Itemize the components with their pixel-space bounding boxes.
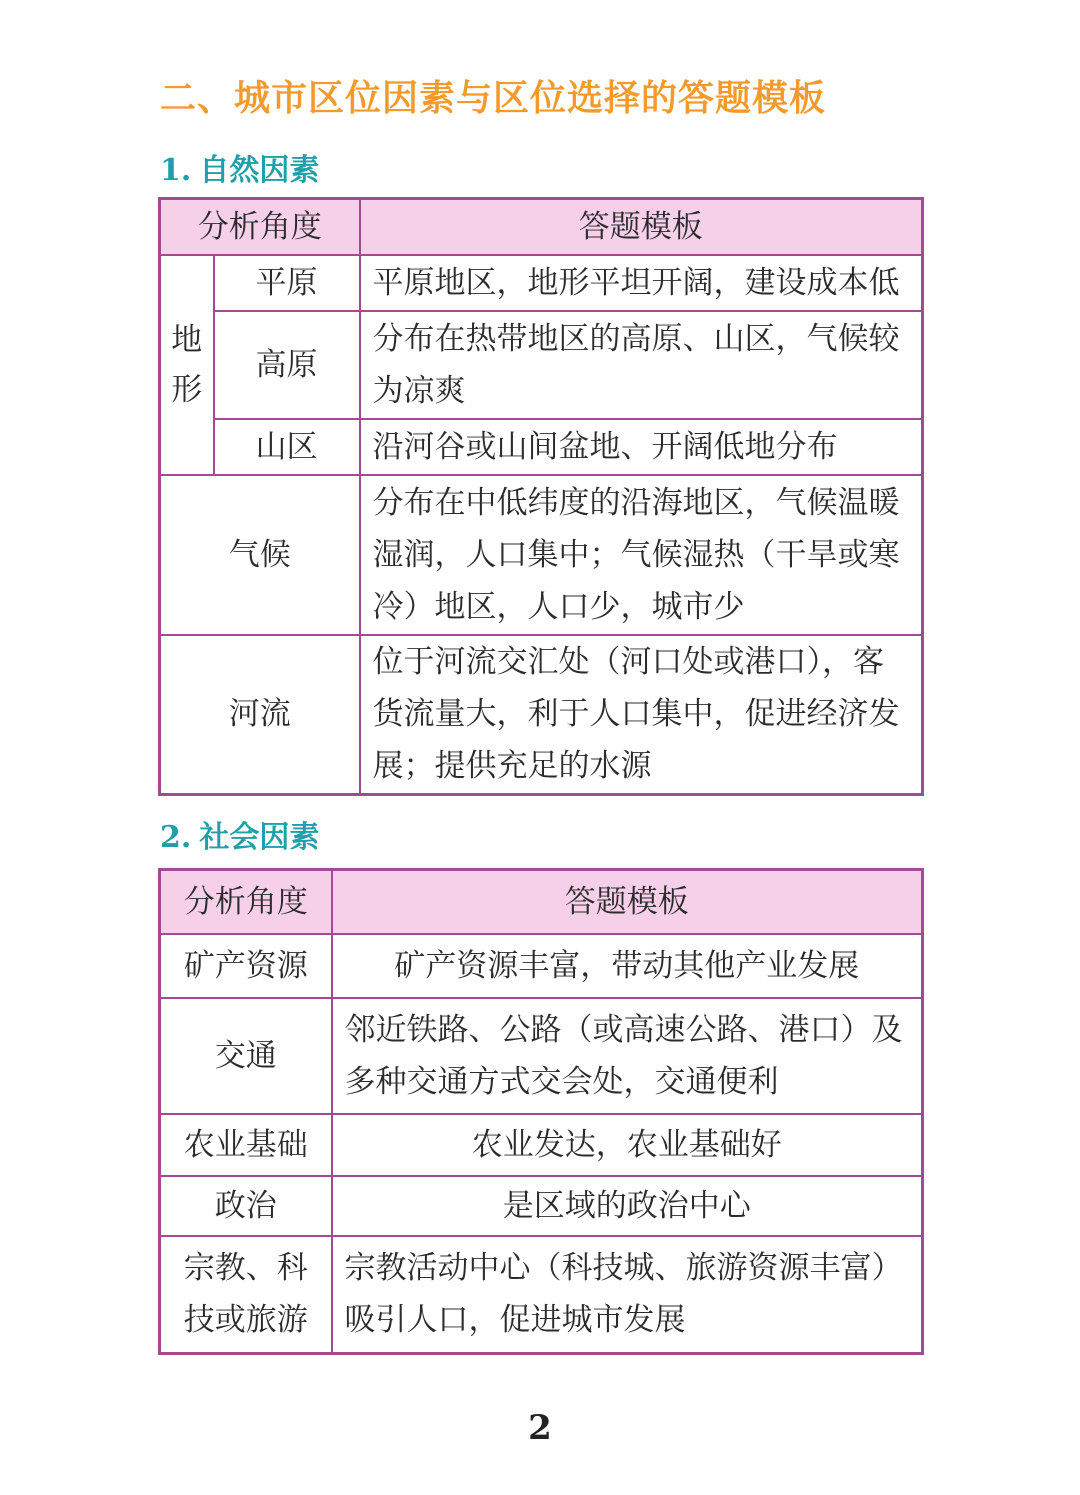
row-name: 河流 (160, 635, 360, 795)
table-row (160, 419, 923, 475)
section-label: 自然因素 (199, 153, 320, 188)
social-factors-table (158, 868, 924, 1355)
row-text: 沿河谷或山间盆地、开阔低地分布 (360, 419, 923, 475)
row-text: 位于河流交汇处（河口处或港口），客货流量大，利于人口集中，促进经济发展；提供充足的水源 (360, 635, 923, 795)
header-angle: 分析角度 (160, 870, 332, 934)
row-name: 山区 (214, 419, 360, 475)
section-number: 1. (160, 153, 192, 188)
row-name: 交通 (160, 998, 332, 1114)
table-header-row (160, 199, 923, 255)
header-angle: 分析角度 (160, 199, 360, 255)
row-name: 政治 (160, 1176, 332, 1236)
row-text: 是区域的政治中心 (332, 1176, 923, 1236)
table-row (160, 311, 923, 419)
table-header-row (160, 870, 923, 934)
section-title-social (160, 812, 319, 856)
header-template: 答题模板 (332, 870, 923, 934)
row-name: 农业基础 (160, 1114, 332, 1176)
table-row (160, 934, 923, 998)
row-text: 宗教活动中心（科技城、旅游资源丰富）吸引人口，促进城市发展 (332, 1236, 923, 1354)
row-name: 平原 (214, 255, 360, 311)
row-name: 气候 (160, 475, 360, 635)
table-row (160, 635, 923, 795)
row-text: 农业发达，农业基础好 (332, 1114, 923, 1176)
table-row (160, 1114, 923, 1176)
terrain-label: 地形 (160, 255, 214, 475)
section-number: 2. (160, 820, 192, 855)
page-number: 2 (528, 1408, 552, 1448)
section-label: 社会因素 (199, 820, 320, 855)
table-row (160, 998, 923, 1114)
row-name: 矿产资源 (160, 934, 332, 998)
section-title-natural (160, 145, 319, 189)
table-row (160, 1176, 923, 1236)
row-text: 矿产资源丰富，带动其他产业发展 (332, 934, 923, 998)
row-name: 宗教、科技或旅游 (160, 1236, 332, 1354)
table-row (160, 1236, 923, 1354)
table-row (160, 475, 923, 635)
row-text: 分布在热带地区的高原、山区，气候较为凉爽 (360, 311, 923, 419)
row-name: 高原 (214, 311, 360, 419)
row-text: 分布在中低纬度的沿海地区，气候温暖湿润，人口集中；气候湿热（干旱或寒冷）地区，人口少，城市少 (360, 475, 923, 635)
page-title: 二、城市区位因素与区位选择的答题模板 (160, 78, 827, 119)
table-row (160, 255, 923, 311)
row-text: 邻近铁路、公路（或高速公路、港口）及多种交通方式交会处，交通便利 (332, 998, 923, 1114)
header-template: 答题模板 (360, 199, 923, 255)
natural-factors-table (158, 197, 924, 796)
row-text: 平原地区，地形平坦开阔，建设成本低 (360, 255, 923, 311)
